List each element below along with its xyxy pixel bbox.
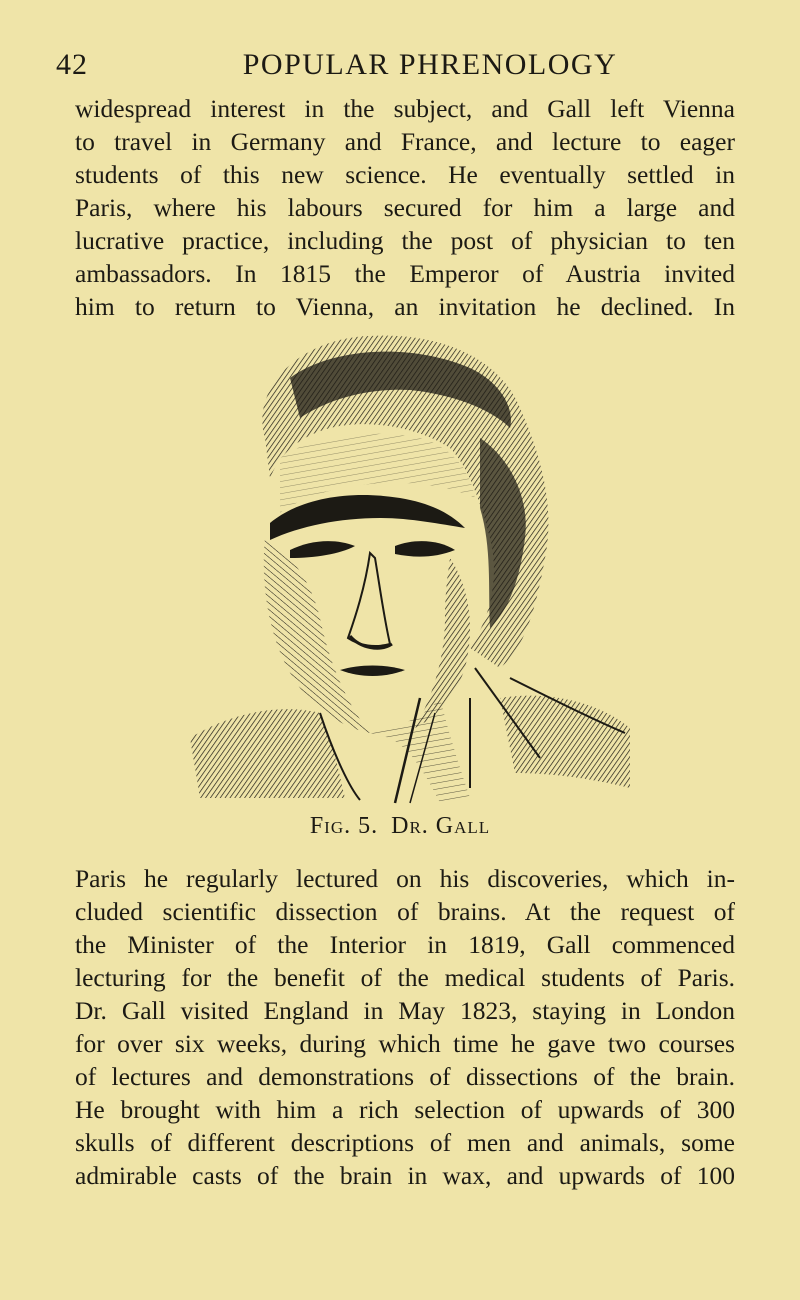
portrait-engraving — [170, 318, 640, 810]
figure-caption — [0, 813, 800, 840]
text-line: skulls of different descriptions of men and animals, some — [75, 1128, 735, 1157]
caption-title: Dr. Gall — [391, 813, 491, 839]
text-line: He brought with him a rich selection of upwards of 300 — [75, 1095, 735, 1124]
text-line: him to return to Vienna, an invitation he declined. In — [75, 292, 735, 321]
text-line: lucrative practice, including the post of physician to ten — [75, 226, 735, 255]
paragraph-top — [75, 92, 735, 323]
text-line: Paris he regularly lectured on his discoveries, which in- — [75, 864, 735, 893]
paragraph-bottom — [75, 862, 735, 1192]
caption-label: Fig. 5. — [309, 813, 379, 839]
text-line: admirable casts of the brain in wax, and upwards of 100 — [75, 1161, 735, 1190]
text-line: widespread interest in the subject, and Gall left Vienna — [75, 94, 735, 123]
text-line: students of this new science. He eventually settled in — [75, 160, 735, 189]
text-line: Paris, where his labours secured for him a large and — [75, 193, 735, 222]
text-line: the Minister of the Interior in 1819, Gall commenced — [75, 930, 735, 959]
page-number: 42 — [56, 48, 88, 81]
text-line: to travel in Germany and France, and lecture to eager — [75, 127, 735, 156]
text-line: Dr. Gall visited England in May 1823, staying in London — [75, 996, 735, 1025]
text-line: of lectures and demonstrations of dissections of the brain. — [75, 1062, 735, 1091]
text-line: lecturing for the benefit of the medical students of Paris. — [75, 963, 735, 992]
text-line: for over six weeks, during which time he gave two courses — [75, 1029, 735, 1058]
text-line: ambassadors. In 1815 the Emperor of Austria invited — [75, 259, 735, 288]
text-line: cluded scientific dissection of brains. At the request of — [75, 897, 735, 926]
running-head: POPULAR PHRENOLOGY — [242, 48, 618, 81]
page-header — [56, 48, 744, 88]
